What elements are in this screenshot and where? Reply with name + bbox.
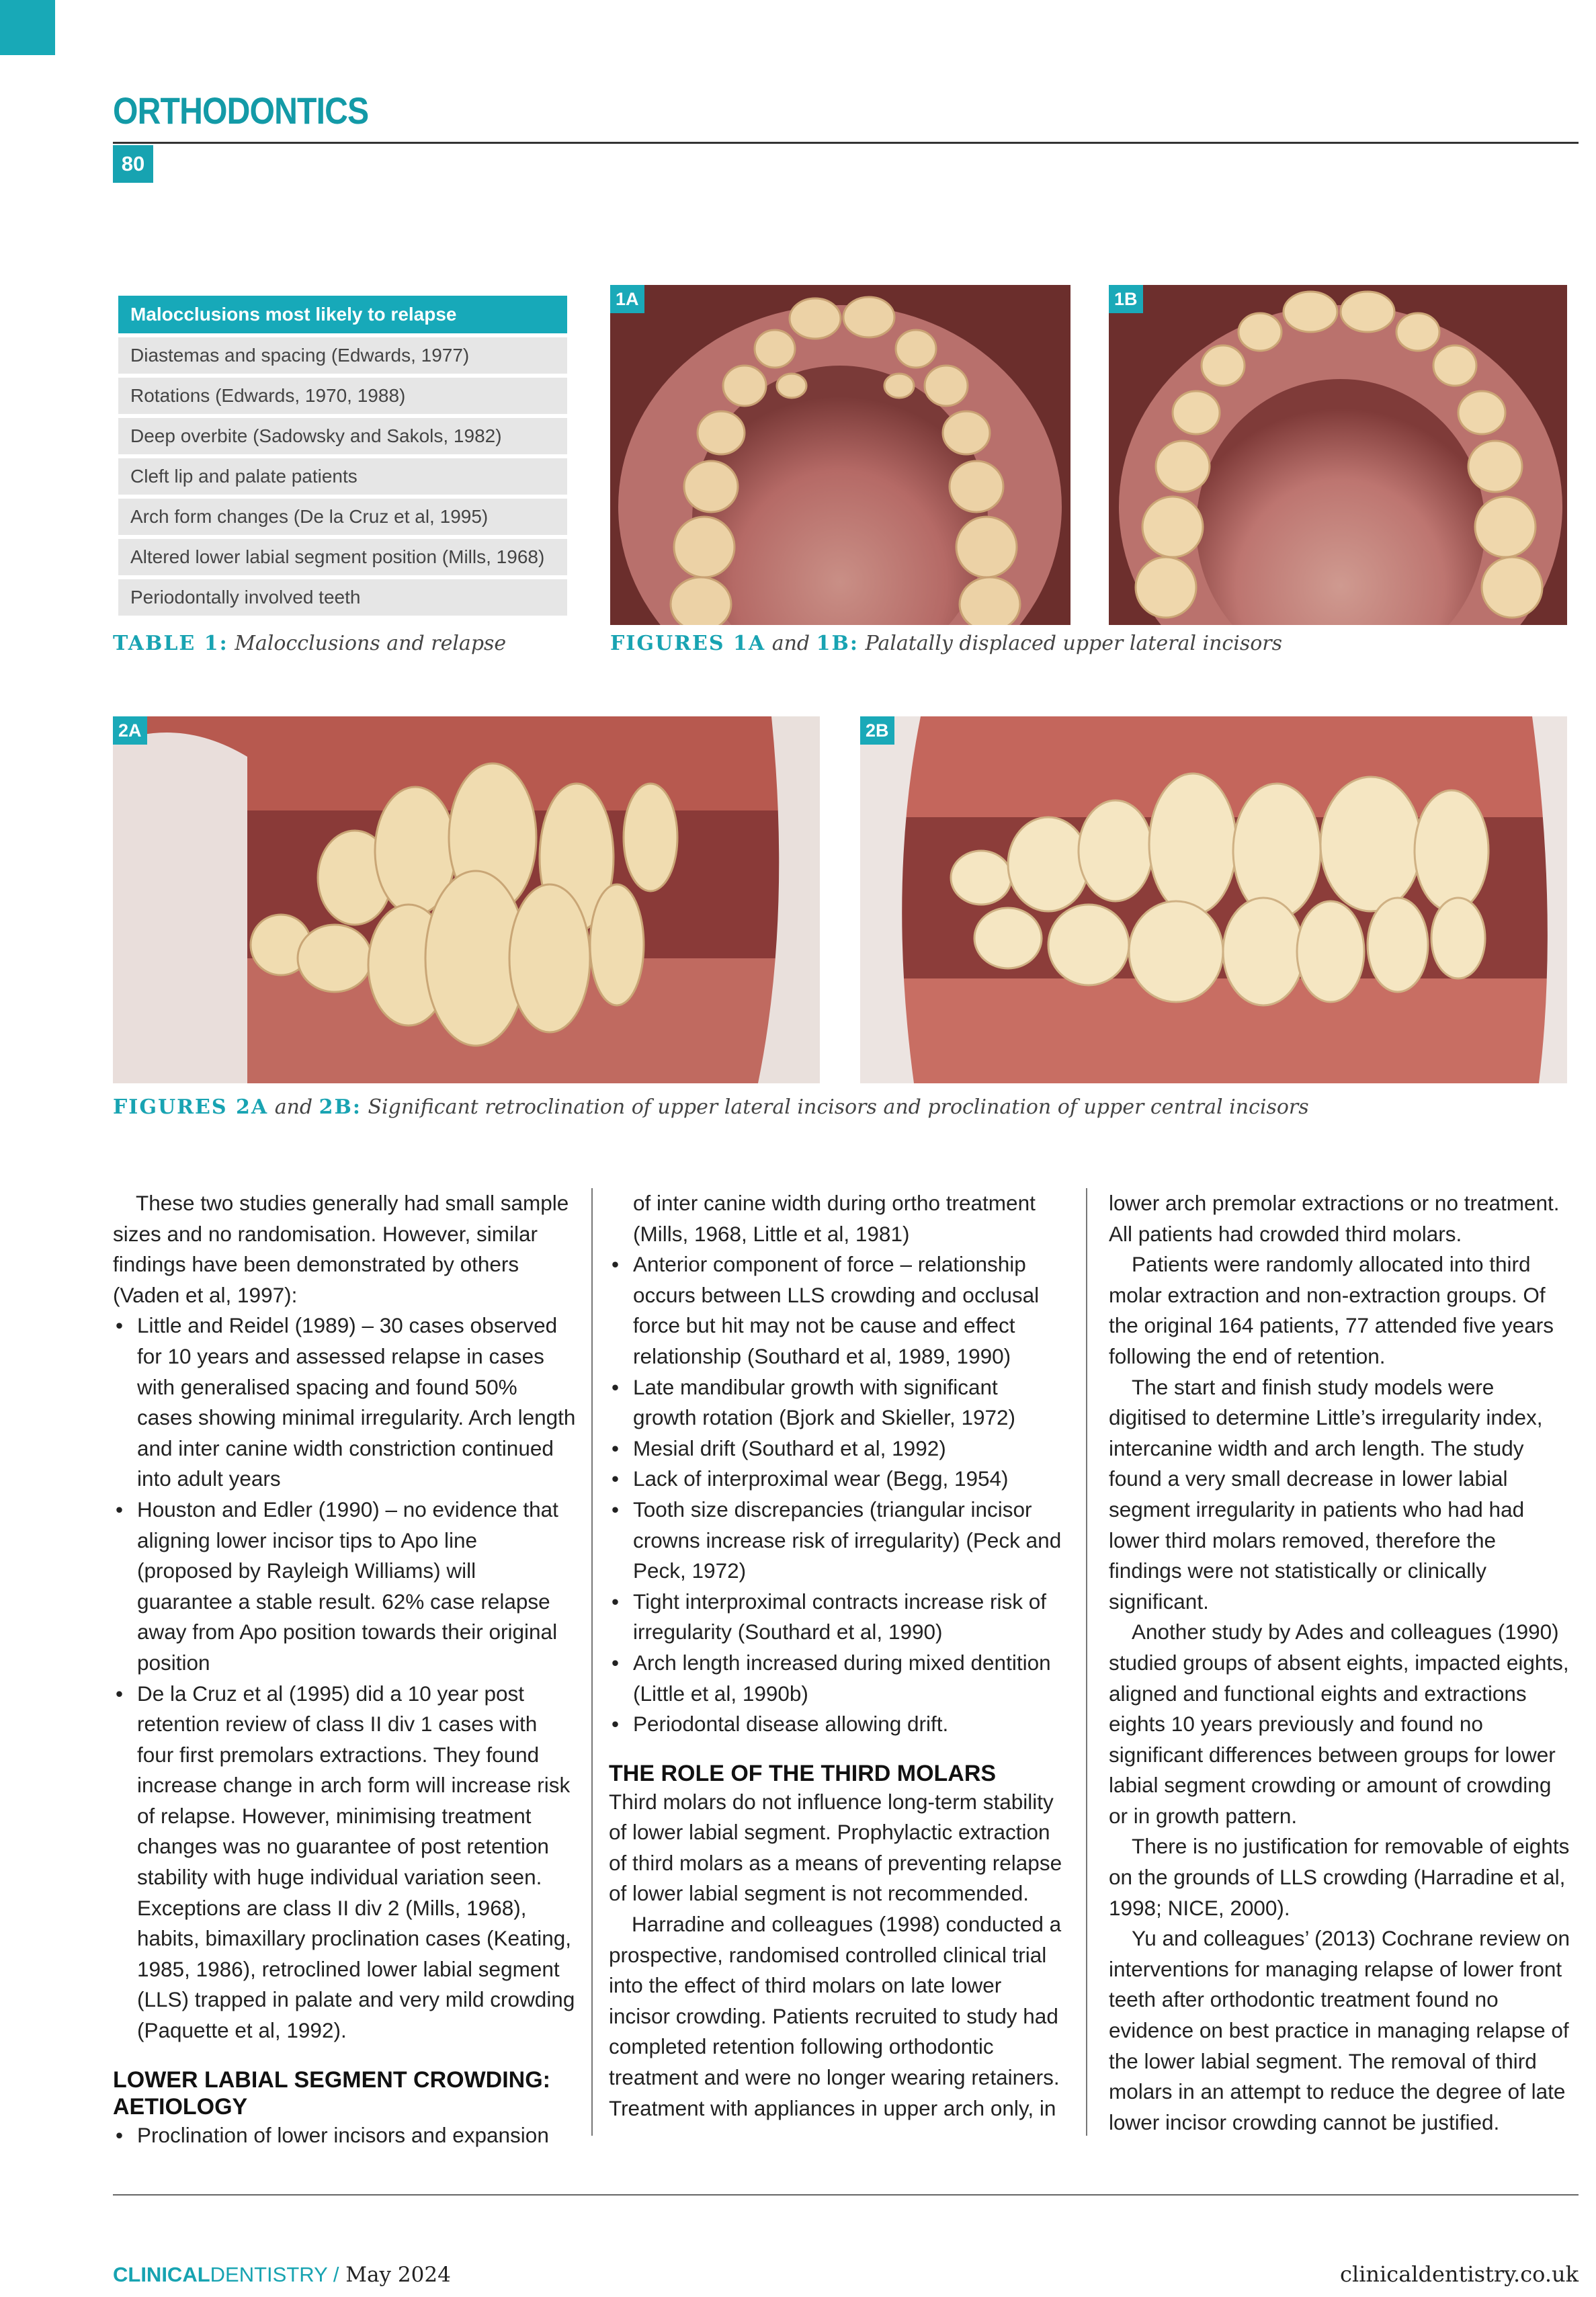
figure-1b-label: 1B [1109,285,1143,313]
table-row: Arch form changes (De la Cruz et al, 1995) [118,499,567,535]
body-column-3 [1109,1188,1572,2138]
malocclusion-table [118,296,567,620]
body-column-2 [609,1188,1066,2124]
list-item: • Anterior component of force – relationship occurs between LLS crowding and occlusal force but hit may not be cause and effect relationship (Southard et al, 1989, 1990) [609,1249,1066,1372]
brand-dentistry: DENTISTRY [210,2263,328,2286]
list-item: • De la Cruz et al (1995) did a 10 year post retention review of class II div 1 cases with four first premolars extractions. They found increase change in arch form will increase risk of relapse. However, minimising treatment changes was no guarantee of post retention stability with huge individual variation seen. Exceptions are class II div 2 (Mills, 1968), habits, bimaxillary proclination cases (Keating, 1985, 1986), retroclined lower labial segment (LLS) trapped in palate and very mild crowding (Paquette et al, 1992). [113,1679,577,2046]
paragraph: Third molars do not influence long-term stability of lower labial segment. Prophylactic extraction of third molars as a means of preventing relapse of lower labial segment is not recommended. [609,1789,1062,1906]
section-heading: LOWER LABIAL SEGMENT CROWDING: AETIOLOGY [113,2066,550,2120]
figure-2-caption-text: Significant retroclination of upper lateral incisors and proclination of upper central incisors [361,1095,1309,1119]
table-caption [113,632,506,655]
paragraph: The start and finish study models were digitised to determine Little’s irregularity index, intercanine width and arch length. The study found a very small decrease in lower labial segment irregularity in patients who had had lower third molars removed, therefore the findings were not statistically or clinically significant. [1109,1374,1543,1614]
brand-separator: / [327,2263,339,2286]
paragraph: Yu and colleagues’ (2013) Cochrane review on interventions for managing relapse of lower front teeth after orthodontic treatment found no evidence on best practice in managing relapse of the lower labial segment. The removal of third molars in an attempt to reduce the degree of late lower incisor crowding cannot be justified. [1109,1926,1570,2134]
table-row: Deep overbite (Sadowsky and Sakols, 1982) [118,418,567,454]
table-row: Altered lower labial segment position (Mills, 1968) [118,539,567,575]
header-rule [113,142,1579,144]
list-item: • Proclination of lower incisors and expansion [113,2120,577,2151]
table-caption-label: TABLE 1: [113,632,228,655]
paragraph: These two studies generally had small sample sizes and no randomisation. However, similar findings have been demonstrated by others (Vaden et al, 1997): [113,1191,569,1307]
column-divider [591,1188,593,2136]
list-item: • Arch length increased during mixed dentition (Little et al, 1990b) [609,1648,1066,1709]
issue-date: May 2024 [339,2263,451,2287]
column-divider [1086,1188,1087,2136]
bullet-list [113,1310,577,2046]
bullet-list [113,2120,577,2151]
figure-2a-label: 2A [113,716,147,745]
figure-1-caption-label-b: 1B: [816,632,859,655]
figure-1-caption-text: Palatally displaced upper lateral incisors [858,632,1283,655]
paragraph: of inter canine width during ortho treatment (Mills, 1968, Little et al, 1981) [633,1191,1036,1246]
paragraph: Patients were randomly allocated into third molar extraction and non-extraction groups. Of the original 164 patients, 77 attended five years following the end of retention. [1109,1252,1554,1368]
bullet-list [609,1249,1066,1740]
list-item: • Late mandibular growth with significant growth rotation (Bjork and Skieller, 1972) [609,1372,1066,1433]
table-row: Periodontally involved teeth [118,579,567,616]
table-row: Cleft lip and palate patients [118,458,567,495]
list-item: • Mesial drift (Southard et al, 1992) [609,1433,1066,1464]
list-item: • Lack of interproximal wear (Begg, 1954) [609,1464,1066,1495]
figure-2-caption-label-b: 2B: [319,1095,362,1119]
table-row: Rotations (Edwards, 1970, 1988) [118,378,567,414]
paragraph: Harradine and colleagues (1998) conducted a prospective, randomised controlled clinical trial into the effect of third molars on late lower incisor crowding. Patients recruited to study had completed retention following orthodontic treatment and were no longer wearing retainers. Treatment with appliances in upper arch only, in [609,1912,1062,2120]
figure-2-caption-and: and [268,1095,319,1119]
footer-rule [113,2194,1579,2196]
figure-1-caption-label-a: FIGURES 1A [610,632,766,655]
paragraph: There is no justification for removable of eights on the grounds of LLS crowding (Harradine et al, 1998; NICE, 2000). [1109,1834,1570,1920]
body-column-1 [113,1188,577,2150]
figure-1a-label: 1A [610,285,644,313]
list-item: • Tooth size discrepancies (triangular incisor crowns increase risk of irregularity) (Peck and Peck, 1972) [609,1495,1066,1587]
figure-2a-photo [113,716,820,1083]
paragraph: lower arch premolar extractions or no treatment. All patients had crowded third molars. [1109,1191,1560,1246]
figure-2-caption [113,1095,1309,1119]
figure-2-caption-label-a: FIGURES 2A [113,1095,269,1119]
page-number: 80 [113,145,153,183]
figure-1a-photo [610,285,1070,625]
list-item: • Periodontal disease allowing drift. [609,1709,1066,1740]
table-caption-text: Malocclusions and relapse [228,632,507,655]
table-row: Diastemas and spacing (Edwards, 1977) [118,337,567,374]
list-item: • Little and Reidel (1989) – 30 cases observed for 10 years and assessed relapse in cases with generalised spacing and found 50% cases showing minimal irregularity. Arch length and inter canine width constriction continued into adult years [113,1310,577,1495]
table-heading: Malocclusions most likely to relapse [118,296,567,333]
list-item: • Houston and Edler (1990) – no evidence that aligning lower incisor tips to Apo line (proposed by Rayleigh Williams) will guarantee a stable result. 62% case relapse away from Apo position towards their original position [113,1495,577,1679]
figure-1-caption [610,632,1282,655]
figure-1-caption-and: and [765,632,816,655]
figure-2b-label: 2B [860,716,894,745]
section-title: ORTHODONTICS [113,89,369,132]
brand-clinical: CLINICAL [113,2263,210,2286]
footer-url[interactable]: clinicaldentistry.co.uk [1340,2261,1579,2287]
figure-2b-photo [860,716,1567,1083]
footer-brand [113,2263,451,2287]
paragraph: Another study by Ades and colleagues (1990) studied groups of absent eights, impacted eights, aligned and functional eights and extractions eights 10 years previously and found no significant differences between groups for lower labial segment crowding or amount of crowding or in growth pattern. [1109,1620,1569,1828]
section-heading: THE ROLE OF THE THIRD MOLARS [609,1760,997,1786]
figure-1b-photo [1109,285,1567,625]
list-item: • Tight interproximal contracts increase risk of irregularity (Southard et al, 1990) [609,1587,1066,1648]
corner-tab [0,0,55,55]
